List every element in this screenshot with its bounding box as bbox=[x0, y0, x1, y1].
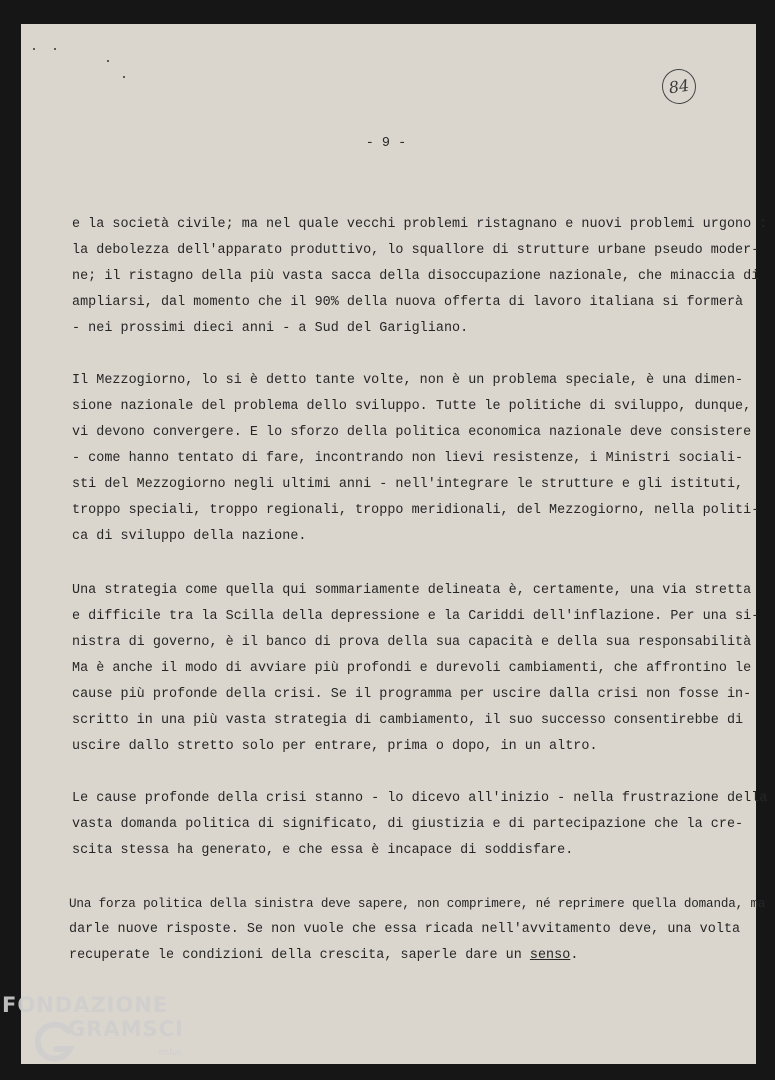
text-fragment: . bbox=[570, 948, 579, 963]
paper-speck bbox=[107, 60, 109, 62]
text-line: scritto in una più vasta strategia di cambiamento, il suo successo consentirebbe di bbox=[72, 713, 744, 728]
document-page bbox=[21, 24, 768, 1064]
watermark-line-2: GRAMSCI bbox=[68, 1017, 184, 1041]
text-line: nistra di governo, è il banco di prova della sua capacità e della sua responsabilità bbox=[72, 635, 752, 650]
page-stamp-number: 84 bbox=[667, 75, 691, 98]
text-fragment: recuperate le condizioni della crescita, saperle dare un bbox=[69, 948, 530, 963]
page-number: - 9 - bbox=[365, 136, 407, 151]
text-line: troppo speciali, troppo regionali, troppo meridionali, del Mezzogiorno, nella politi- bbox=[72, 503, 760, 518]
text-line: sti del Mezzogiorno negli ultimi anni - nell'integrare le strutture e gli istituti, bbox=[72, 477, 744, 492]
paragraph-3 bbox=[72, 578, 759, 760]
text-line: Una strategia come quella qui sommariamente delineata è, certamente, una via stretta bbox=[72, 583, 752, 598]
text-line-last bbox=[69, 943, 765, 969]
text-line: Il Mezzogiorno, lo si è detto tante volte, non è un problema speciale, è una dimen- bbox=[72, 373, 744, 388]
paragraph-2 bbox=[72, 368, 759, 550]
paragraph-5 bbox=[69, 891, 765, 969]
text-line: sione nazionale del problema dello sviluppo. Tutte le politiche di sviluppo, dunque, bbox=[72, 399, 752, 414]
text-line: scita stessa ha generato, e che essa è incapace di soddisfare. bbox=[72, 843, 574, 858]
text-line: Le cause profonde della crisi stanno - lo dicevo all'inizio - nella frustrazione della bbox=[72, 791, 768, 806]
text-line: vasta domanda politica di significato, di giustizia e di partecipazione che la cre- bbox=[72, 817, 744, 832]
text-line: darle nuove risposte. Se non vuole che essa ricada nell'avvitamento deve, una volta bbox=[69, 922, 741, 937]
text-line: - nei prossimi dieci anni - a Sud del Garigliano. bbox=[72, 321, 469, 336]
text-line: e la società civile; ma nel quale vecchi problemi ristagnano e nuovi problemi urgono : bbox=[72, 217, 768, 232]
watermark-line-1: FONDAZIONE bbox=[2, 993, 169, 1017]
text-line: Una forza politica della sinistra deve sapere, non comprimere, né reprimere quella domanda, ma bbox=[69, 897, 766, 911]
text-line: ampliarsi, dal momento che il 90% della nuova offerta di lavoro italiana si formerà bbox=[72, 295, 744, 310]
text-line: uscire dallo stretto solo per entrare, prima o dopo, in un altro. bbox=[72, 739, 598, 754]
text-line: ca di sviluppo della nazione. bbox=[72, 529, 307, 544]
paper-speck bbox=[123, 76, 125, 78]
handwritten-page-stamp bbox=[660, 67, 699, 106]
text-line: vi devono convergere. E lo sforzo della politica economica nazionale deve consistere bbox=[72, 425, 752, 440]
underlined-word: senso bbox=[529, 948, 571, 963]
paragraph-1 bbox=[72, 212, 767, 342]
watermark-suffix: onlus bbox=[158, 1048, 183, 1058]
paper-speck bbox=[54, 48, 56, 50]
text-line: e difficile tra la Scilla della depressione e la Cariddi dell'inflazione. Per una si- bbox=[72, 609, 760, 624]
text-line: - come hanno tentato di fare, incontrando non lievi resistenze, i Ministri sociali- bbox=[72, 451, 744, 466]
paragraph-4 bbox=[72, 786, 767, 864]
fondazione-gramsci-watermark bbox=[2, 993, 202, 1075]
paper-speck bbox=[33, 48, 35, 50]
text-line: la debolezza dell'apparato produttivo, lo squallore di strutture urbane pseudo moder- bbox=[72, 243, 760, 258]
text-line: cause più profonde della crisi. Se il programma per uscire dalla crisi non fosse in- bbox=[72, 687, 752, 702]
text-line: Ma è anche il modo di avviare più profondi e durevoli cambiamenti, che affrontino le bbox=[72, 661, 752, 676]
text-line: ne; il ristagno della più vasta sacca della disoccupazione nazionale, che minaccia di bbox=[72, 269, 760, 284]
